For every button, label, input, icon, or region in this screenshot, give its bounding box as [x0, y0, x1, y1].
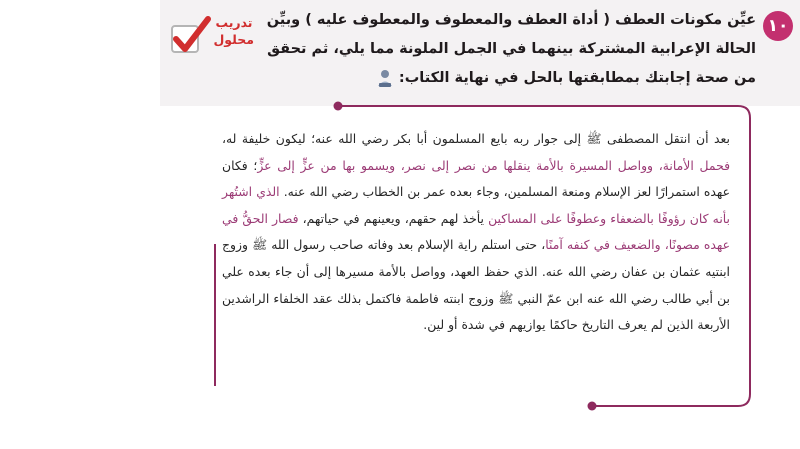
highlighted-sentence-3: فصار الحقُّ في عهده مصونًا، والضعيف في كنفه آمنًا: [222, 210, 730, 253]
highlighted-sentence-1: فحمل الأمانة، وواصل المسيرة بالأمة ينقلها من نصر إلى نصر، ويسمو بها من عزٍّ إلى عزٍّ: [257, 157, 730, 173]
person-book-icon: [375, 68, 395, 88]
reading-passage: [222, 126, 730, 339]
solved-exercise-badge: [214, 14, 254, 48]
passage-text-2: ؛ فكان عهده استمرارًا لعز الإسلام ومنعة المسلمين، وجاء بعده عمر بن الخطاب رضي الله عنه.: [222, 157, 730, 200]
exercise-instruction: [248, 6, 756, 93]
exercise-number: ١٠: [763, 11, 793, 41]
passage-text-4: ، حتى استلم راية الإسلام بعد وفاته صاحب رسول الله ﷺ وزوج ابنتيه عثمان بن عفان رضي الله عنه. الذي حفظ العهد، وواصل بالأمة مسيرها إلى أن جاء بعده علي بن أبي طالب رضي الله عنه ابن عمّ النبي ﷺ وزوج ابنته فاطمة فاكتمل بذلك عقد الخلفاء الراشدين الأربعة الذين لم يعرف التاريخ حاكمًا يوازيهم في شدة أو لين.: [222, 237, 730, 333]
passage-text-3: يأخذ لهم حقهم، ويعينهم في حياتهم،: [298, 210, 489, 226]
badge-line-1: تدريب: [215, 15, 253, 30]
highlighted-sentence-2: الذي اشتُهر بأنه كان رؤوفًا بالضعفاء وعطوفًا على المساكين: [222, 184, 730, 226]
passage-text-1: بعد أن انتقل المصطفى ﷺ إلى جوار ربه بايع المسلمون أبا بكر رضي الله عنه؛ ليكون خليفة له،: [222, 131, 730, 146]
checkbox-check-icon: [168, 14, 212, 58]
frame-bottom-dot: [588, 402, 597, 411]
badge-line-2: محلول: [213, 32, 254, 47]
instruction-text: عيِّن مكونات العطف ( أداة العطف والمعطوف والمعطوف عليه ) وبيِّن الحالة الإعرابية المشتركة بينهما في الجمل الملونة مما يلي، ثم تحقق من صحة إجابتك بمطابقتها بالحل في نهاية الكتاب:: [266, 12, 756, 86]
